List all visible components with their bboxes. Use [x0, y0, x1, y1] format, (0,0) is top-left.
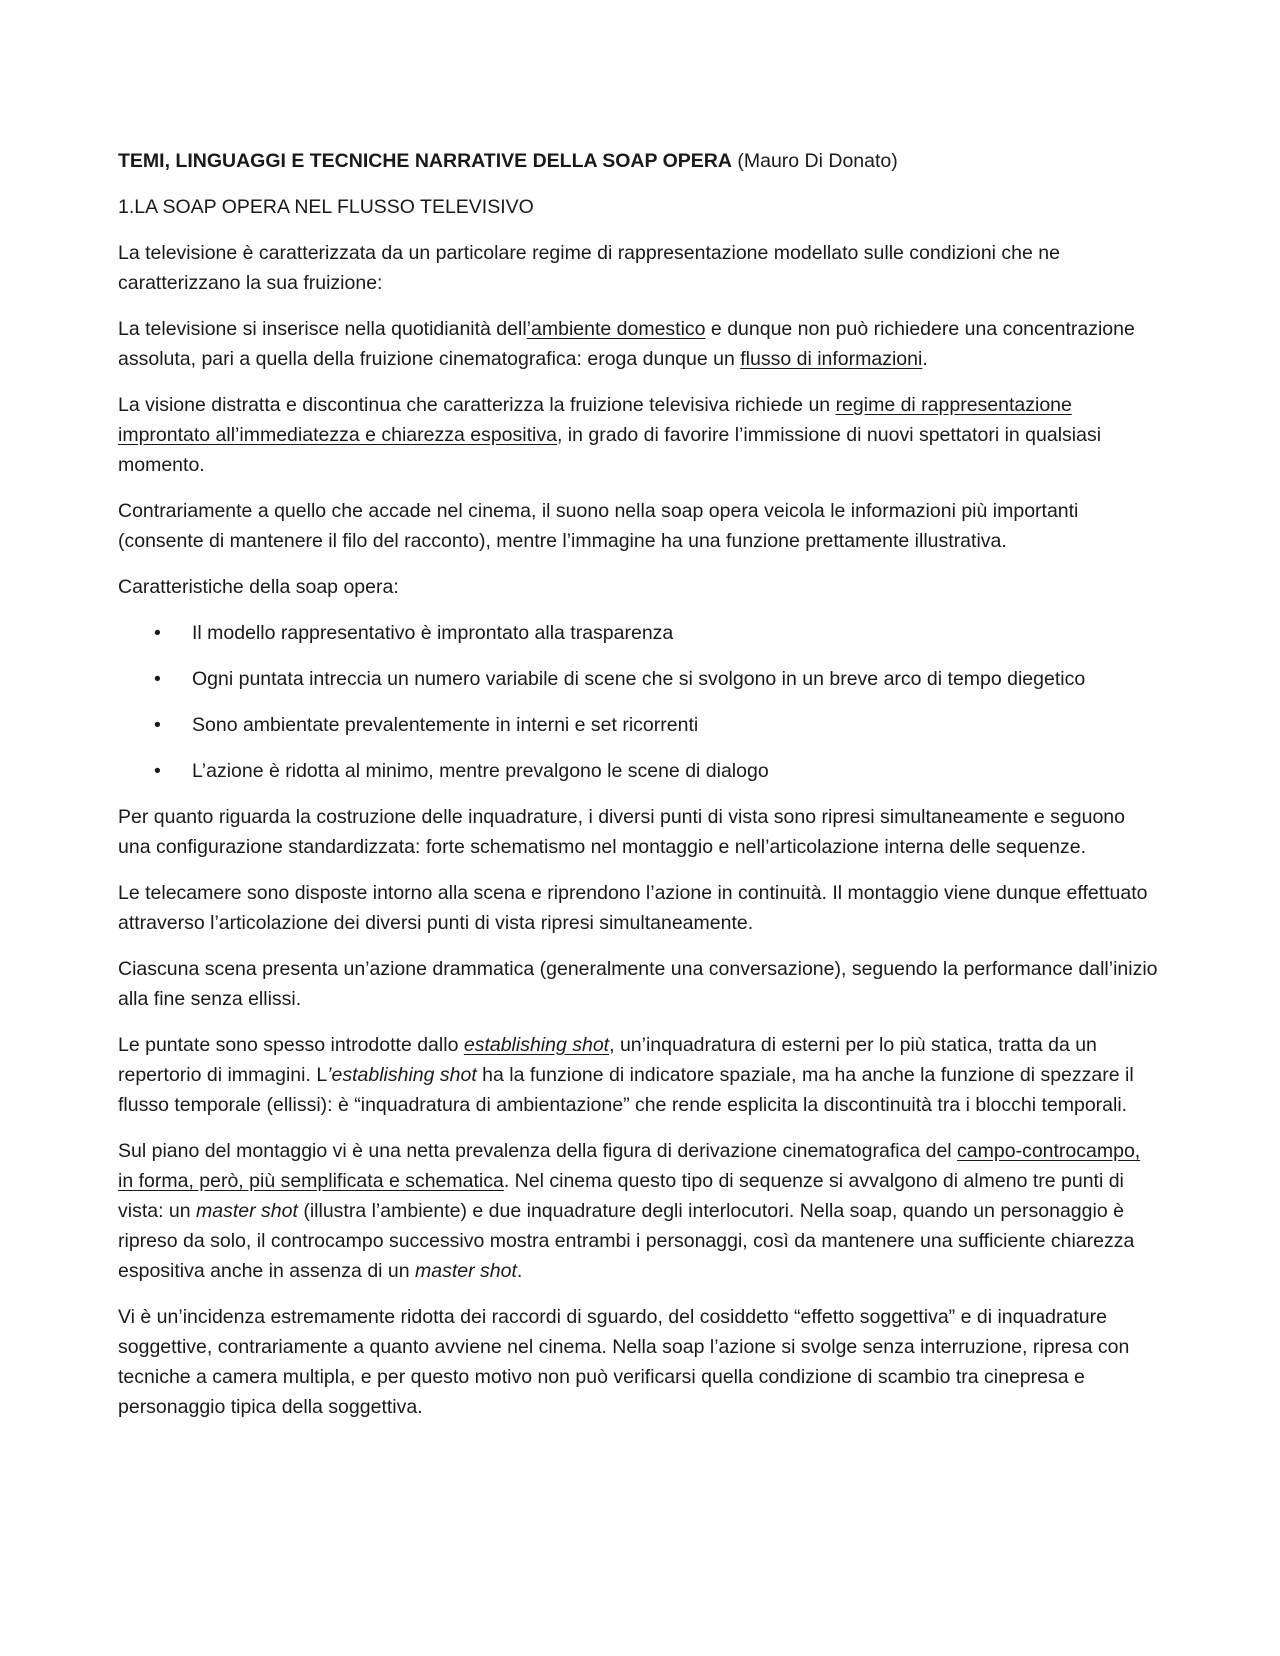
paragraph-8: Ciascuna scena presenta un’azione drammatica (generalmente una conversazione), seguendo la performance dall’inizio alla fine senza ellissi.	[118, 958, 1158, 1010]
p2-underline-1: ’ambiente domestico	[526, 318, 706, 340]
document-page	[118, 146, 1160, 1438]
p2-underline-2: flusso di informazioni	[740, 348, 923, 370]
heading-title: TEMI, LINGUAGGI E TECNICHE NARRATIVE DELLA SOAP OPERA	[118, 150, 732, 172]
paragraph-1: La televisione è caratterizzata da un particolare regime di rappresentazione modellato sulle condizioni che ne caratterizzano la sua fruizione:	[118, 242, 1060, 294]
list-item-text: Il modello rappresentativo è improntato alla trasparenza	[192, 622, 674, 644]
p9-underline-italic-1: establishing shot	[463, 1034, 610, 1056]
list-item-text: Sono ambientate prevalentemente in interni e set ricorrenti	[192, 714, 699, 736]
bullet-icon: •	[154, 760, 161, 782]
p10-text-3: (illustra l’ambiente) e due inquadrature degli interlocutori. Nella soap, quando un personaggio è ripreso da solo, il controcampo successivo mostra entrambi i personaggi, così da mantenere una sufficiente chiarezza espositiva anche in assenza di un	[118, 1200, 1135, 1282]
p10-text-2: . Nel cinema questo tipo di sequenze si avvalgono di almeno tre punti di vista: un	[118, 1170, 1124, 1222]
p3-text-2: , in grado di favorire l’immissione di nuovi spettatori in qualsiasi momento.	[118, 424, 1102, 476]
p2-text-2: e dunque non può richiedere una concentrazione assoluta, pari a quella della fruizione cinematografica: eroga dunque un	[118, 318, 1135, 370]
paragraph-4: Contrariamente a quello che accade nel cinema, il suono nella soap opera veicola le informazioni più importanti (consente di mantenere il filo del racconto), mentre l’immagine ha una funzione prettamente illustrativa.	[118, 500, 1079, 552]
p9-text-2: , un’inquadratura di esterni per lo più statica, tratta da un repertorio di immagini. L	[118, 1034, 1097, 1086]
bullet-icon: •	[154, 714, 161, 736]
paragraph-2	[118, 314, 1160, 374]
list-item	[118, 618, 1160, 648]
paragraph-10	[118, 1136, 1160, 1286]
document-heading	[118, 146, 1160, 176]
paragraph-3	[118, 390, 1160, 480]
heading-author: (Mauro Di Donato)	[731, 150, 898, 172]
paragraph-6: Per quanto riguarda la costruzione delle inquadrature, i diversi punti di vista sono ripresi simultaneamente e seguono una configurazione standardizzata: forte schematismo nel montaggio e nell’articolazione interna delle sequenze.	[118, 806, 1126, 858]
list-item	[118, 710, 1160, 740]
paragraph-5: Caratteristiche della soap opera:	[118, 576, 399, 598]
section-title: 1.LA SOAP OPERA NEL FLUSSO TELEVISIVO	[118, 196, 534, 218]
bullet-icon: •	[154, 622, 161, 644]
paragraph-9	[118, 1030, 1160, 1120]
p10-italic-2: master shot	[415, 1260, 517, 1282]
p10-text-1: Sul piano del montaggio vi è una netta prevalenza della figura di derivazione cinematografica del	[118, 1140, 958, 1162]
characteristics-list	[118, 618, 1160, 786]
p2-text-1: La televisione si inserisce nella quotidianità dell	[118, 318, 527, 340]
p3-text-1: La visione distratta e discontinua che caratterizza la fruizione televisiva richiede un	[118, 394, 836, 416]
p9-text-3: ha la funzione di indicatore spaziale, ma ha anche la funzione di spezzare il flusso temporale (ellissi): è “inquadratura di ambientazione” che rende esplicita la discontinuità tra i blocchi temporali.	[118, 1064, 1134, 1116]
list-item	[118, 756, 1160, 786]
list-item	[118, 664, 1160, 694]
paragraph-7: Le telecamere sono disposte intorno alla scena e riprendono l’azione in continuità. Il montaggio viene dunque effettuato attraverso l’articolazione dei diversi punti di vista ripresi simultaneamente.	[118, 882, 1148, 934]
bullet-icon: •	[154, 668, 161, 690]
paragraph-11: Vi è un’incidenza estremamente ridotta dei raccordi di sguardo, del cosiddetto “effetto soggettiva” e di inquadrature soggettive, contrariamente a quanto avviene nel cinema. Nella soap l’azione si svolge senza interruzione, ripresa con tecniche a camera multipla, e per questo motivo non può verificarsi quella condizione di scambio tra cinepresa e personaggio tipica della soggettiva.	[118, 1306, 1130, 1418]
p9-italic-1: ’establishing shot	[327, 1064, 477, 1086]
p10-underline-1: campo-controcampo, in forma, però, più semplificata e schematica	[118, 1140, 1141, 1192]
p2-text-3: .	[922, 348, 928, 370]
p10-italic-1: master shot	[196, 1200, 298, 1222]
p3-underline-1: regime di rappresentazione improntato all’immediatezza e chiarezza espositiva	[118, 394, 1072, 446]
list-item-text: Ogni puntata intreccia un numero variabile di scene che si svolgono in un breve arco di tempo diegetico	[192, 668, 1086, 690]
p10-text-4: .	[516, 1260, 523, 1282]
list-item-text: L’azione è ridotta al minimo, mentre prevalgono le scene di dialogo	[192, 760, 769, 782]
p9-text-1: Le puntate sono spesso introdotte dallo	[118, 1034, 464, 1056]
